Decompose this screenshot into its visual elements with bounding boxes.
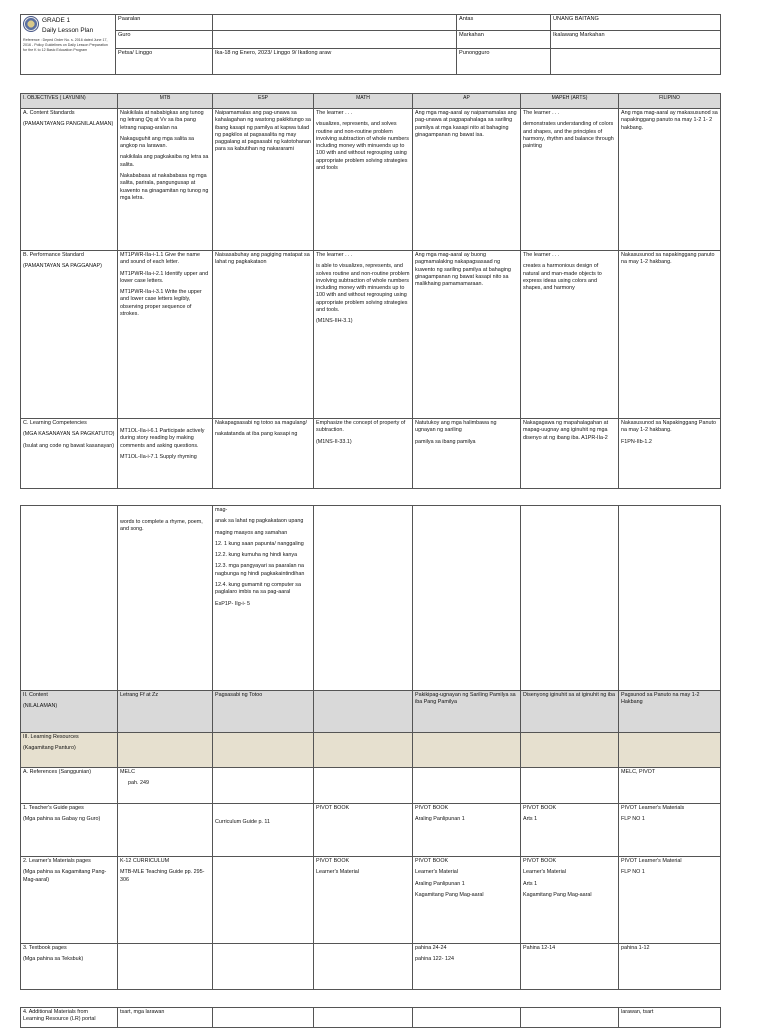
learners-materials-filipino: PIVOT Learner's Material FLP NO 1 [619, 857, 721, 944]
content-standards-mtb: Nakikilala at nababigkas ang tunog ng letrang Qq at Vv sa iba pang letrang napag-aralan na Nakaguguhit ang mga salita sa angkop na larawan. nakikilala ang pagkakaiba ng letra sa salita. Nakababasa at nakababasa ng mga salita, parirala, pangungusap at kuwento na ginagamitan ng tunog ng mga letra. [118, 109, 213, 251]
col-esp: ESP [213, 94, 314, 109]
teachers-guide-arts: PIVOT BOOK Arts 1 [521, 804, 619, 857]
reference-note: Reference : Deped Order No. s. 2016 dated June 17, 2016 - Policy Guidelines on Daily Lesson Preparation for the K to 12 Basic Education Program [23, 38, 108, 52]
continuation-mtb: words to complete a rhyme, poem, and song. [118, 506, 213, 691]
content-standards-esp: Naipamamalas ang pag-unawa sa kahalagahan ng wastong pakikitungo sa ibang kasapi ng pamilya at kapwa tulad ng pagkilos at pagsasalita ng may paggalang at pagsasabi ng katotohanan para sa kabutihan ng nakararami [213, 109, 314, 251]
guro-value [213, 31, 457, 49]
learning-resources-label: III. Learning Resources (Kagamitang Panturo) [21, 733, 118, 768]
performance-standards-math: The learner . . . is able to visualizes, represents, and solves routine and non-routine problem involving subtraction of whole numbers including money with minuends up to 100 with and without regrouping using appropriate problem solving strategies and tools. (M1NS-IIH-3.1) [314, 251, 413, 419]
col-filipino: FILIPINO [619, 94, 721, 109]
learners-materials-mtb: K-12 CURRICULUM MTB-MLE Teaching Guide pp. 295-306 [118, 857, 213, 944]
learners-materials-label: 2. Learner's Materials pages (Mga pahina sa Kagamitang Pang-Mag-aaral) [21, 857, 118, 944]
content-ap: Pakikipag-ugnayan ng Sariling Pamilya sa iba Pang Pamilya [413, 691, 521, 733]
learners-materials-ap: PIVOT BOOK Learner's Material Araling Panlipunan 1 Kagamitang Pang Mag-aaral [413, 857, 521, 944]
learners-materials-math: PIVOT BOOK Learner's Material [314, 857, 413, 944]
learning-competencies-mtb: MT1OL-IIa-i-6.1 Participate actively during story reading by making comments and asking questions. MT1OL-IIa-i-7.1 Supply rhyming [118, 419, 213, 489]
performance-standards-label: B. Performance Standard (PAMANTAYAN SA PAGGANAP) [21, 251, 118, 419]
petsa-label: Petsa/ Linggo [116, 49, 213, 75]
learning-competencies-ap: Natutukoy ang mga halimbawa ng ugnayan ng sariling pamilya sa ibang pamilya [413, 419, 521, 489]
learning-competencies-filipino: Nakasusunod sa Napakinggang Panuto na may 1-2 hakbang. F1PN-IIb-1.2 [619, 419, 721, 489]
additional-materials-filipino: larawan, tsart [619, 1008, 721, 1028]
deped-seal-icon [23, 16, 39, 32]
petsa-value: Ika-18 ng Enero, 2023/ Linggo 9/ Ikatlong araw [213, 49, 457, 75]
continuation-esp: mag- anak sa lahat ng pagkakataon upang maging maayos ang samahan 12. 1 kung saan papunta/ nanggaling 12.2. kung kumuha ng hindi kanya 12.3. mga pangyayari sa paaralan na nagbunga ng hindi pagkakaintindihan 12.4. kung gumamit ng computer sa paglalaro imbis na sa pag-aaral EsP1P- IIg-i- 5 [213, 506, 314, 691]
col-ap: AP [413, 94, 521, 109]
content-esp: Pagsasabi ng Totoo [213, 691, 314, 733]
references-mtb: MELC pah. 249 [118, 768, 213, 804]
content-mtb: Letrang Ff at Zz [118, 691, 213, 733]
paaralan-value [213, 15, 457, 31]
additional-materials-label: 4. Additional Materials from Learning Resource (LR) portal [21, 1008, 118, 1028]
content-arts: Disenyong iginuhit sa at iginuhit ng iba [521, 691, 619, 733]
markahan-label: Markahan [457, 31, 551, 49]
guro-label: Guro [116, 31, 213, 49]
learners-materials-arts: PIVOT BOOK Learner's Material Arts 1 Kagamitang Pang Mag-aaral [521, 857, 619, 944]
objectives-table [20, 93, 721, 489]
markahan-value: Ikalawang Markahan [551, 31, 721, 49]
header-title-cell [21, 15, 116, 75]
content-standards-math: The learner . . . visualizes, represents, and solves routine and non-routine problem involving subtraction of whole numbers including money with minuends up to 100 with and without regrouping using appropriate problem solving strategies and tools [314, 109, 413, 251]
textbook-label: 3. Textbook pages (Mga pahina sa Teksbuk) [21, 944, 118, 990]
performance-standards-ap: Ang mga mag-aaral ay buong pagmamalaking nakapagsasaad ng kuwento ng sariling pamilya at bahaging ginagampanan ng bawat kasapi nito sa malikhaing pamamamaraan. [413, 251, 521, 419]
textbook-ap: pahina 24-24 pahina 122- 124 [413, 944, 521, 990]
learning-competencies-math: Emphasize the concept of property of subtraction. (M1NS-II-33.1) [314, 419, 413, 489]
antas-value: UNANG BAITANG [551, 15, 721, 31]
teachers-guide-ap: PIVOT BOOK Araling Panlipunan 1 [413, 804, 521, 857]
punongguro-value [551, 49, 721, 75]
antas-label: Antas [457, 15, 551, 31]
additional-materials-table [20, 1007, 721, 1028]
performance-standards-esp: Naisasabuhay ang pagiging matapat sa lahat ng pagkakataon [213, 251, 314, 419]
content-standards-arts: The learner . . . demonstrates understanding of colors and shapes, and the principles of harmony, rhythm and balance through painting [521, 109, 619, 251]
col-mtb: MTB [118, 94, 213, 109]
teachers-guide-label: 1. Teacher's Guide pages (Mga pahina sa Gabay ng Guro) [21, 804, 118, 857]
textbook-arts: Pahina 12-14 [521, 944, 619, 990]
performance-standards-filipino: Nakasusunod sa napakinggang panuto na may 1-2 hakbang. [619, 251, 721, 419]
header-table [20, 14, 721, 75]
textbook-filipino: pahina 1-12 [619, 944, 721, 990]
col-arts: MAPEH (ARTS) [521, 94, 619, 109]
content-standards-label: A. Content Standards (PAMANTAYANG PANGNILALAMAN) [21, 109, 118, 251]
teachers-guide-filipino: PIVOT Learner's Materials FLP NO 1 [619, 804, 721, 857]
paaralan-label: Paaralan [116, 15, 213, 31]
col-math: MATH [314, 94, 413, 109]
punongguro-label: Punongguro [457, 49, 551, 75]
content-standards-filipino: Ang mga mag-aaral ay makasusunod sa napakinggang panuto na may 1-2 1- 2 hakbang. [619, 109, 721, 251]
learning-competencies-label: C. Learning Competencies (MGA KASANAYAN SA PAGKATUTO) (Isulat ang code ng bawat kasanayan) [21, 419, 118, 489]
content-standards-ap: Ang mga mag-aaral ay naipamamalas ang pag-unawa at pagpapahalaga sa sariling pamilya at mga kasapi nito at bahaging ginagampanan ng bawat isa. [413, 109, 521, 251]
teachers-guide-esp: Curriculum Guide p. 11 [213, 804, 314, 857]
learning-competencies-arts: Nakagagawa ng mapahalagahan at mapag-uugnay ang iginuhit ng mga disenyo at ng ibang iba. A1PR-IIa-2 [521, 419, 619, 489]
additional-materials-mtb: tsart, mga larawan [118, 1008, 213, 1028]
content-label: II. Content (NILALAMAN) [21, 691, 118, 733]
references-filipino: MELC, PIVOT [619, 768, 721, 804]
performance-standards-mtb: MT1PWR-IIa-i-1.1 Give the name and sound of each letter. MT1PWR-IIa-i-2.1 Identify upper and lower case letters. MT1PWR-IIa-i-3.1 Write the upper and lower case letters legibly, observing proper sequence of strokes. [118, 251, 213, 419]
references-label: A. References (Sanggunian) [21, 768, 118, 804]
teachers-guide-math: PIVOT BOOK [314, 804, 413, 857]
grade-label: GRADE 1 [42, 17, 71, 24]
content-resources-table [20, 505, 721, 990]
content-math [314, 691, 413, 733]
learning-competencies-esp: Nakapagsasabi ng totoo sa magulang/ nakatatanda at iba pang kasapi ng [213, 419, 314, 489]
col-objectives: I. OBJECTIVES ( LAYUNIN) [21, 94, 118, 109]
content-filipino: Pagsunod sa Panuto na may 1-2 Hakbang [619, 691, 721, 733]
continuation-label [21, 506, 118, 691]
plan-label: Daily Lesson Plan [42, 26, 94, 34]
performance-standards-arts: The learner . . . creates a harmonious design of natural and man-made objects to express ideas using colors and shapes, and harmony [521, 251, 619, 419]
